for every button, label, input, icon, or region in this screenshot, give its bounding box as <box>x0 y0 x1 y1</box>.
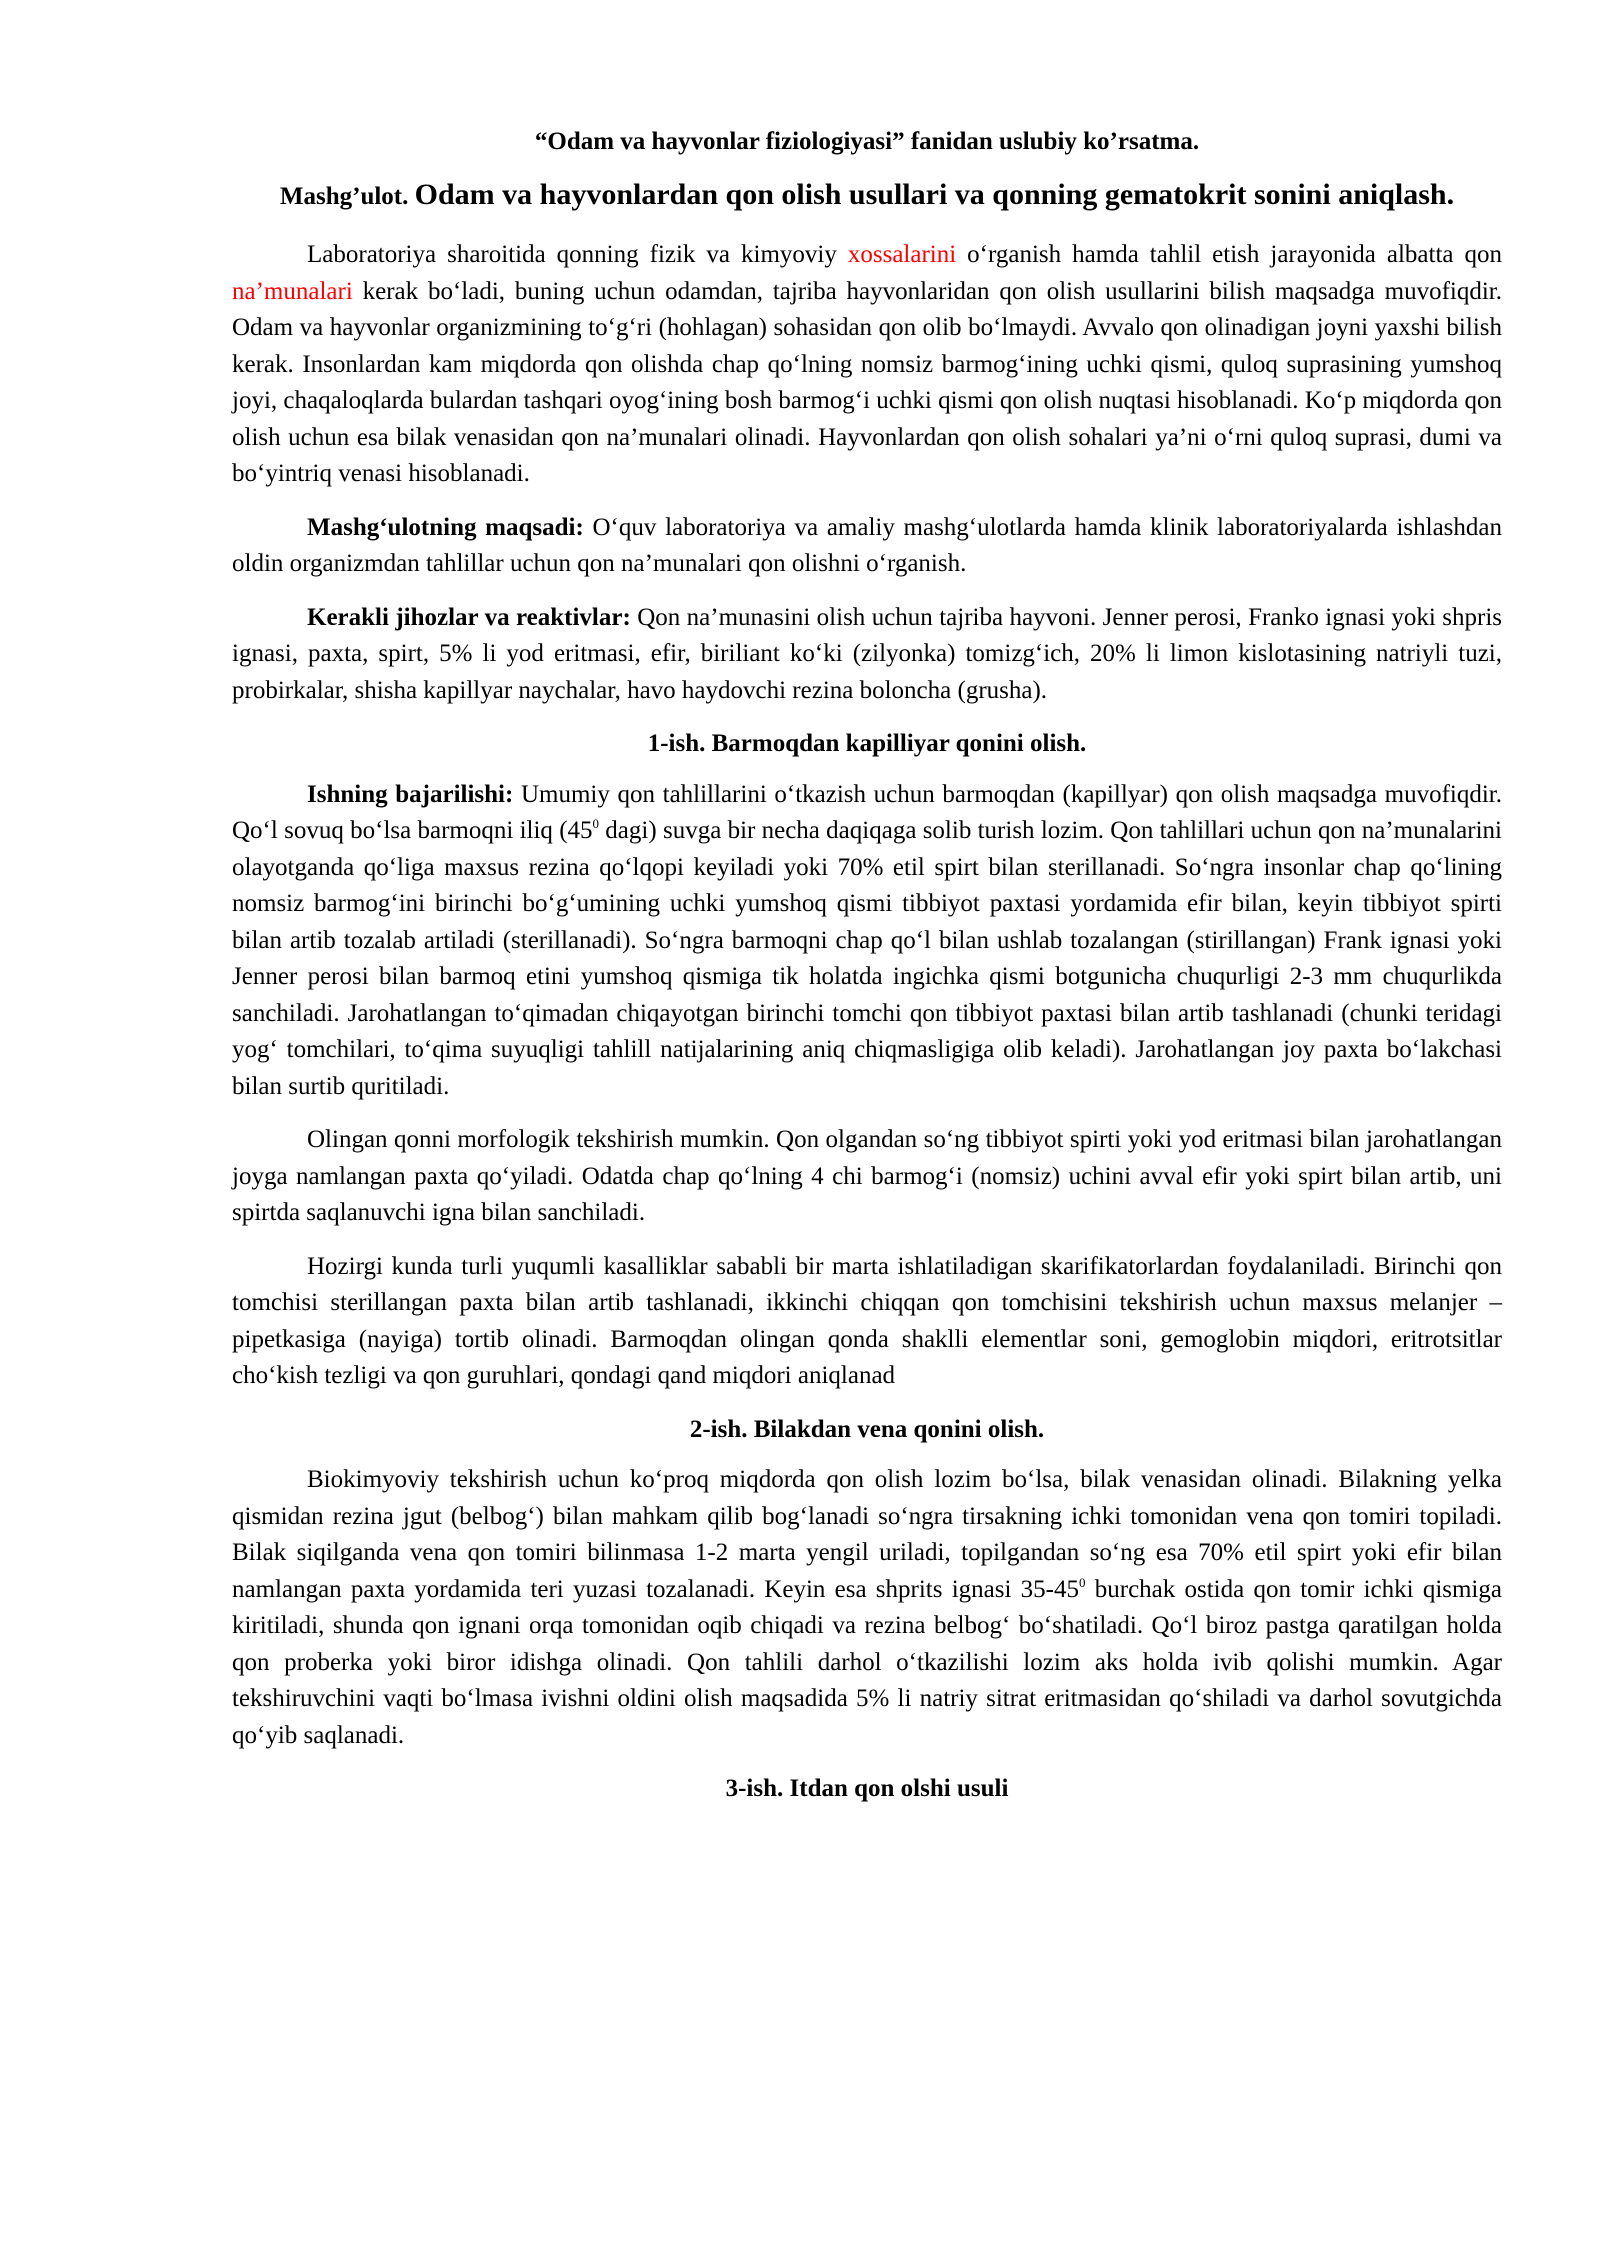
work1-heading: 1-ish. Barmoqdan kapilliyar qonini olish. <box>647 730 1087 757</box>
work1-text-1b: dagi) suvga bir necha daqiqaga solib turish lozim. Qon tahlillari uchun qon na’munalarini olayotganda qo‘liga maxsus rezina qo‘lqopi keyiladi yoki 70% etil spirt bilan sterillanadi. So‘ngra insonlar chap qo‘lining nomsiz barmog‘ini birinchi bo‘g‘umining uchki yumshoq qismi tibbiyot paxtasi yordamida efir bilan, keyin tibbiyot spirti bilan artib tozalab artiladi (sterillanadi). So‘ngra barmoqni chap qo‘l bilan ushlab tozalangan (stirillangan) Frank ignasi yoki Jenner perosi bilan barmoq etini yumshoq qismiga tik holatda ingichka qismi botgunicha chuqurligi 2-3 mm chuqurlikda sanchiladi. Jarohatlangan to‘qimadan chiqayotgan birinchi tomchi qon tibbiyot paxtasi bilan artib tashlanadi (chunki teridagi yog‘ tomchilari, to‘qima suyuqligi tahlill natijalarining aniq chiqmasligiga olib keladi). Jarohatlangan joy paxta bo‘lakchasi bilan surtib quritiladi. <box>232 817 1502 1100</box>
work1-paragraph-1 <box>232 777 1502 1106</box>
intro-text-3: kerak bo‘ladi, buning uchun odamdan, tajriba hayvonlaridan qon olish usullarini bilish maqsadga muvofiqdir. Odam va hayvonlar organizmining to‘g‘ri (hohlagan) sohasidan qon olib bo‘lmaydi. Avvalo qon olinadigan joyni yaxshi bilish kerak. Insonlardan kam miqdorda qon olishda chap qo‘lning nomsiz barmog‘ining uchki qismi, quloq suprasining yumshoq joyi, chaqaloqlarda bulardan tashqari oyog‘ining bosh barmog‘i uchki qismi qon olish nuqtasi hisoblanadi. Ko‘p miqdorda qon olish uchun esa bilak venasidan qon na’munalari olinadi. Hayvonlardan qon olish sohalari ya’ni o‘rni quloq suprasi, dumi va bo‘yintriq venasi hisoblanadi. <box>232 277 1502 487</box>
work1-paragraph-2: Olingan qonni morfologik tekshirish mumkin. Qon olgandan so‘ng tibbiyot spirti yoki yod eritmasi bilan jarohatlangan joyga namlangan paxta qo‘yiladi. Odatda chap qo‘lning 4 chi barmog‘i (nomsiz) uchini avval efir yoki spirt bilan artib, uni spirtda saqlanuvchi igna bilan sanchiladi. <box>232 1126 1502 1226</box>
intro-paragraph <box>232 237 1502 493</box>
work3-heading: 3-ish. Itdan qon olshi usuli <box>725 1775 1009 1802</box>
lesson-title: Odam va hayvonlardan qon olish usullari va qonning gematokrit sonini aniqlash. <box>414 178 1455 211</box>
goal-label: Mashg‘ulotning maqsadi: <box>307 513 584 541</box>
degree-superscript: 0 <box>1079 1574 1086 1590</box>
lesson-title-block <box>232 173 1502 219</box>
work2-text-1b: burchak ostida qon tomir ichki qismiga kiritiladi, shunda qon ignani orqa tomonidan oqib chiqadi va rezina belbog‘ bo‘shatiladi. Qo‘l biroz pastga qaratilgan holda qon proberka yoki biror idishga olinadi. Qon tahlili darhol o‘tkazilishi lozim aks holda ivib qolishi mumkin. Agar tekshiruvchini vaqti bo‘lmasa ivishni oldini olish maqsadida 5% li natriy sitrat eritmasidan qo‘shiladi va darhol sovutgichda qo‘yib saqlanadi. <box>232 1575 1502 1749</box>
equipment-text: Qon na’munasini olish uchun tajriba hayvoni. Jenner perosi, Franko ignasi yoki shpris ignasi, paxta, spirt, 5% li yod eritmasi, efir, biriliant ko‘ki (zilyonka) tomizg‘ich, 20% li limon kislotasining natriyli tuzi, probirkalar, shisha kapillyar naychalar, havo haydovchi rezina boloncha (grusha). <box>232 603 1503 704</box>
work1-paragraph-3: Hozirgi kunda turli yuqumli kasalliklar sababli bir marta ishlatiladigan skarifikatorlardan foydalaniladi. Birinchi qon tomchisi sterillangan paxta bilan artib tashlanadi, ikkinchi chiqqan qon tomchisini tekshirish uchun maxsus melanjer – pipetkasiga (nayiga) tortib olinadi. Barmoqdan olingan qonda shaklli elementlar soni, gemoglobin miqdori, eritrotsitlar cho‘kish tezligi va qon guruhlari, qondagi qand miqdori aniqlanad <box>232 1252 1502 1389</box>
document-page <box>232 125 1502 1822</box>
goal-paragraph <box>232 510 1502 583</box>
goal-text: O‘quv laboratoriya va amaliy mashg‘ulotlarda hamda klinik laboratoriyalarda ishlashdan oldin organizmdan tahlillar uchun qon na’munalari qon olishni o‘rganish. <box>232 513 1502 577</box>
intro-text-1: Laboratoriya sharoitida qonning fizik va kimyoviy <box>307 241 848 268</box>
work2-text-1a: Biokimyoviy tekshirish uchun ko‘proq miqdorda qon olish lozim bo‘lsa, bilak venasidan olinadi. Bilakning yelka qismidan rezina jgut (belbog‘) bilan mahkam qilib bog‘lanadi so‘ngra tirsakning ichki tomonidan vena qon tomiri topiladi. Bilak siqilganda vena qon tomiri bilinmasa 1-2 marta yengil uriladi, topilgandan so‘ng esa 70% etil spirt yoki efir bilan namlangan paxta yordamida teri yuzasi tozalanadi. Keyin esa shprits ignasi 35-45 <box>232 1466 1502 1603</box>
work1-label: Ishning bajarilishi: <box>307 780 514 808</box>
work2-paragraph-1 <box>232 1462 1502 1754</box>
equipment-label: Kerakli jihozlar va reaktivlar: <box>307 603 631 631</box>
intro-text-2: o‘rganish hamda tahlil etish jarayonida albatta qon <box>956 241 1502 268</box>
equipment-paragraph <box>232 600 1502 710</box>
degree-superscript: 0 <box>592 816 600 831</box>
work2-heading: 2-ish. Bilakdan vena qonini olish. <box>689 1415 1045 1443</box>
highlight-xossalarini: xossalarini <box>847 241 957 268</box>
document-title: “Odam va hayvonlar fiziologiyasi” fanidan uslubiy ko’rsatma. <box>534 128 1200 155</box>
lesson-label: Mashg’ulot. <box>279 183 409 210</box>
highlight-namunalari: na’munalari <box>232 277 353 305</box>
work1-text-1a: Umumiy qon tahlillarini o‘tkazish uchun barmoqdan (kapillyar) qon olish maqsadga muvofiqdir. Qo‘l sovuq bo‘lsa barmoqni iliq (45 <box>232 780 1502 844</box>
